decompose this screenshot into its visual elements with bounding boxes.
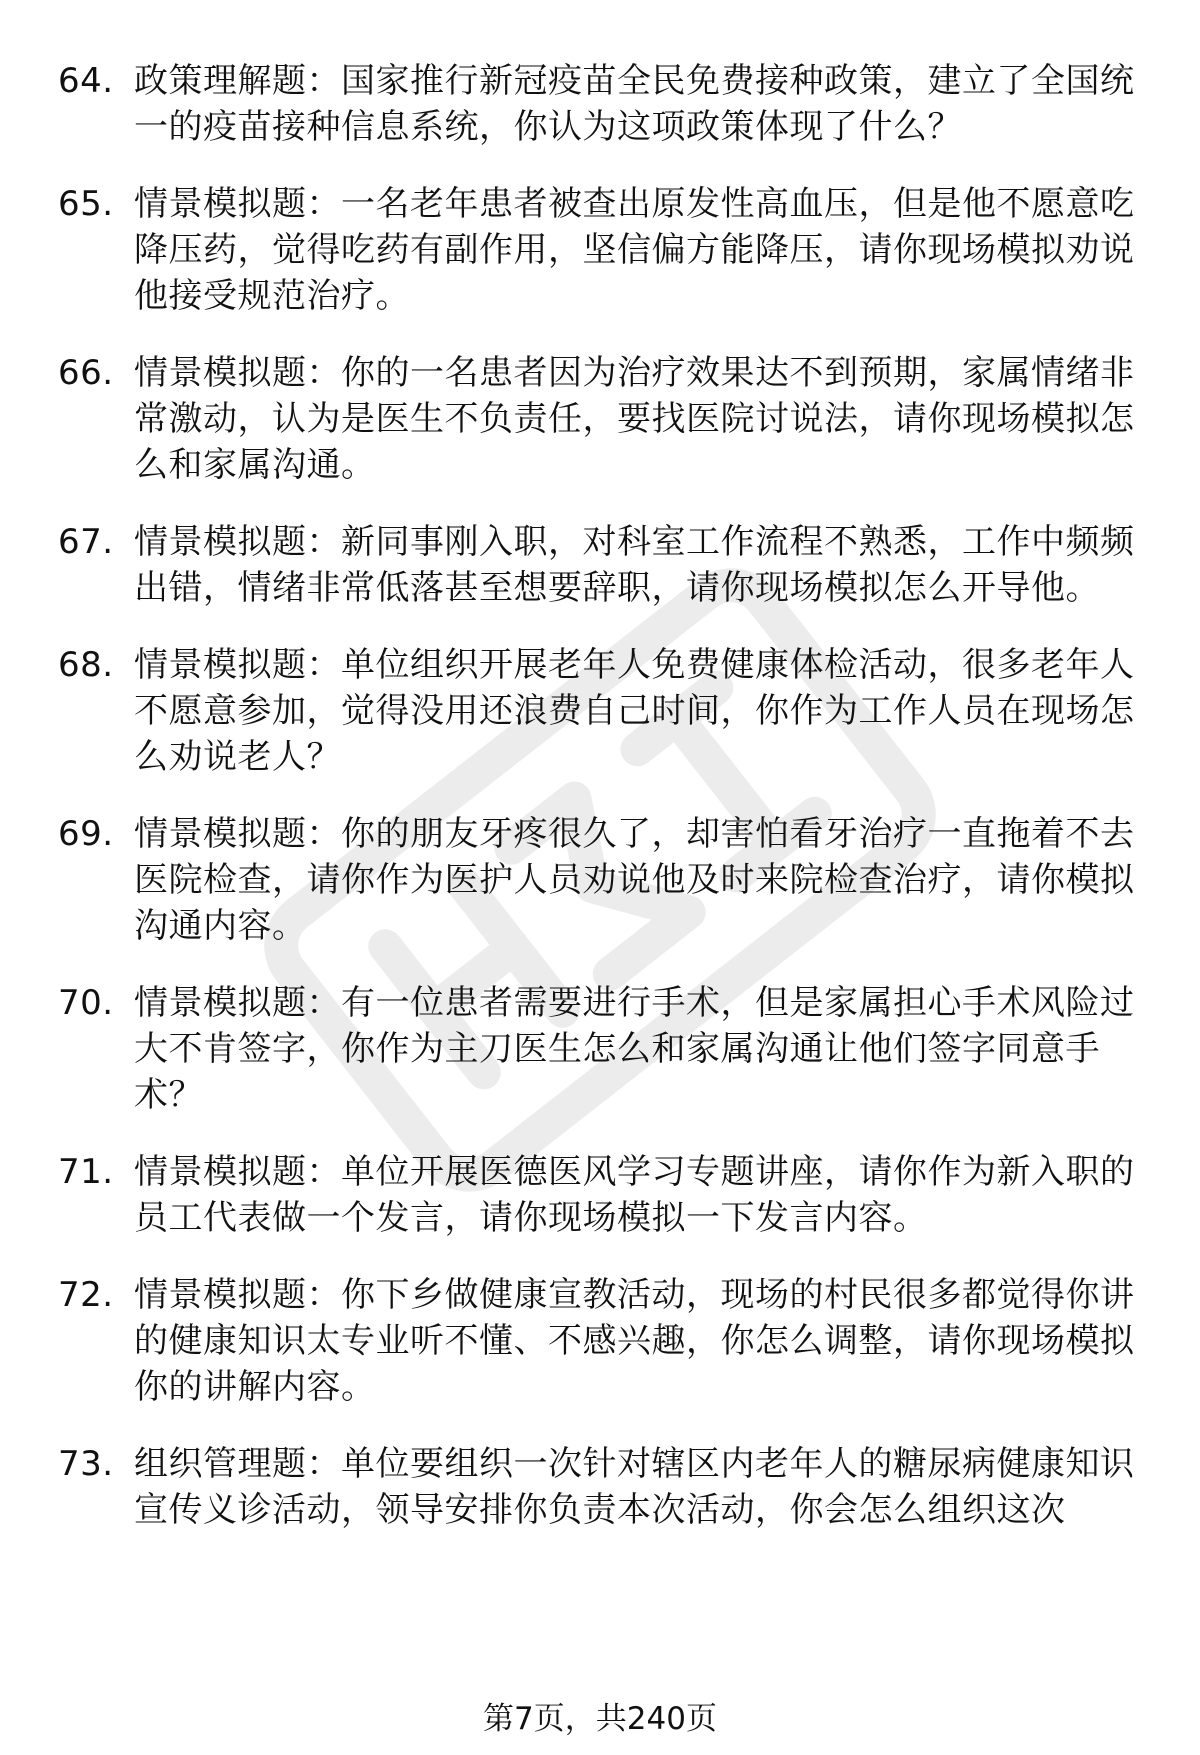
question-text: 情景模拟题：有一位患者需要进行手术，但是家属担心手术风险过大不肯签字，你作为主刀医生怎么和家属沟通让他们签字同意手术？ [134, 983, 1135, 1115]
question-text: 情景模拟题：你下乡做健康宣教活动，现场的村民很多都觉得你讲的健康知识太专业听不懂、不感兴趣，你怎么调整，请你现场模拟你的讲解内容。 [134, 1275, 1135, 1407]
question-item [58, 181, 1148, 319]
question-number: 69. [58, 814, 114, 854]
question-list [58, 58, 1148, 1564]
question-number: 71. [58, 1152, 114, 1192]
question-number: 67. [58, 522, 114, 562]
question-text: 情景模拟题：单位开展医德医风学习专题讲座，请你作为新入职的员工代表做一个发言，请你现场模拟一下发言内容。 [134, 1152, 1135, 1238]
question-number: 70. [58, 983, 114, 1023]
question-text: 情景模拟题：单位组织开展老年人免费健康体检活动，很多老年人不愿意参加，觉得没用还浪费自己时间，你作为工作人员在现场怎么劝说老人？ [134, 645, 1135, 777]
question-text: 组织管理题：单位要组织一次针对辖区内老年人的糖尿病健康知识宣传义诊活动，领导安排你负责本次活动，你会怎么组织这次 [134, 1444, 1135, 1530]
question-item [58, 519, 1148, 611]
question-text: 政策理解题：国家推行新冠疫苗全民免费接种政策，建立了全国统一的疫苗接种信息系统，你认为这项政策体现了什么？ [134, 61, 1135, 147]
question-item [58, 811, 1148, 949]
question-item [58, 980, 1148, 1118]
question-item [58, 1272, 1148, 1410]
question-number: 65. [58, 184, 114, 224]
question-number: 66. [58, 353, 114, 393]
question-number: 72. [58, 1275, 114, 1315]
question-number: 73. [58, 1444, 114, 1484]
question-item [58, 1441, 1148, 1533]
page-indicator: 第7页，共240页 [483, 1701, 717, 1737]
question-number: 68. [58, 645, 114, 685]
question-text: 情景模拟题：你的一名患者因为治疗效果达不到预期，家属情绪非常激动，认为是医生不负责任，要找医院讨说法，请你现场模拟怎么和家属沟通。 [134, 353, 1135, 485]
question-text: 情景模拟题：新同事刚入职，对科室工作流程不熟悉，工作中频频出错，情绪非常低落甚至想要辞职，请你现场模拟怎么开导他。 [134, 522, 1135, 608]
question-number: 64. [58, 61, 114, 101]
question-item [58, 642, 1148, 780]
question-item [58, 1149, 1148, 1241]
question-item [58, 350, 1148, 488]
question-text: 情景模拟题：一名老年患者被查出原发性高血压，但是他不愿意吃降压药，觉得吃药有副作用，坚信偏方能降压，请你现场模拟劝说他接受规范治疗。 [134, 184, 1135, 316]
question-item [58, 58, 1148, 150]
question-text: 情景模拟题：你的朋友牙疼很久了，却害怕看牙治疗一直拖着不去医院检查，请你作为医护人员劝说他及时来院检查治疗，请你模拟沟通内容。 [134, 814, 1135, 946]
